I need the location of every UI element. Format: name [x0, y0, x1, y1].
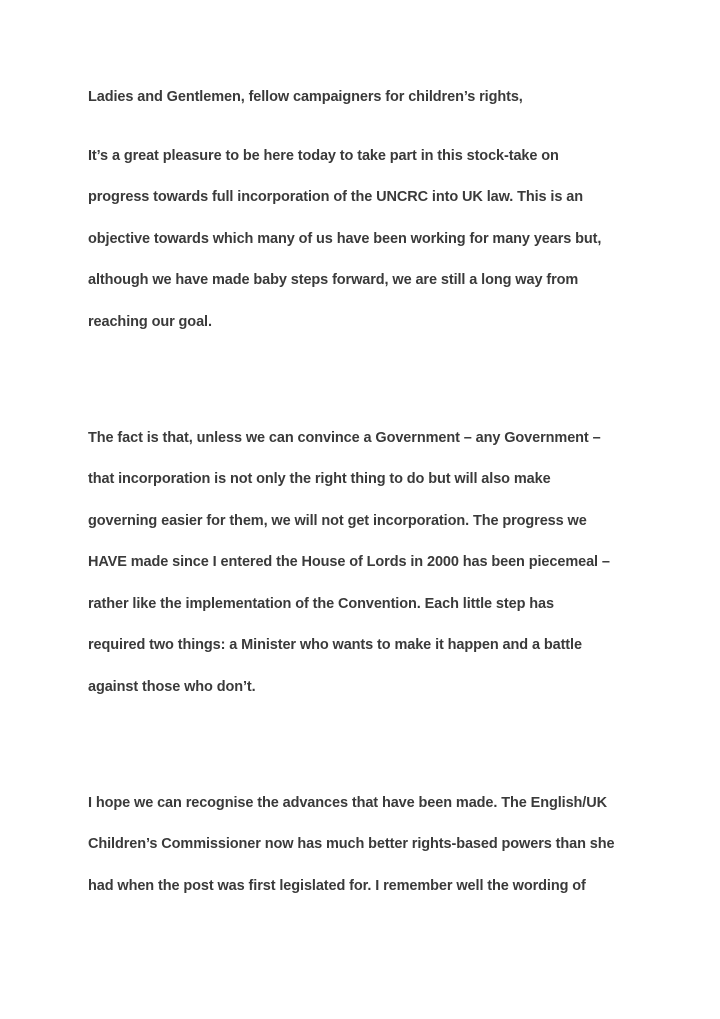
paragraph-3-line-1: I hope we can recognise the advances that have been made. The English/UK	[88, 795, 607, 811]
paragraph-3-line-2: Children’s Commissioner now has much better rights-based powers than she	[88, 836, 615, 852]
paragraph-2-line-6: required two things: a Minister who wants to make it happen and a battle	[88, 637, 582, 653]
paragraph-1-line-1: It’s a great pleasure to be here today to take part in this stock-take on	[88, 148, 559, 164]
salutation: Ladies and Gentlemen, fellow campaigners for children’s rights,	[88, 89, 523, 105]
paragraph-2-line-7: against those who don’t.	[88, 679, 256, 695]
paragraph-1-line-3: objective towards which many of us have been working for many years but,	[88, 231, 602, 247]
paragraph-2-line-4: HAVE made since I entered the House of Lords in 2000 has been piecemeal –	[88, 554, 610, 570]
paragraph-2-line-1: The fact is that, unless we can convince a Government – any Government –	[88, 430, 601, 446]
paragraph-2-line-5: rather like the implementation of the Convention. Each little step has	[88, 596, 554, 612]
paragraph-1-line-2: progress towards full incorporation of the UNCRC into UK law. This is an	[88, 189, 583, 205]
paragraph-1-line-4: although we have made baby steps forward, we are still a long way from	[88, 272, 579, 288]
paragraph-3-line-3: had when the post was first legislated for. I remember well the wording of	[88, 878, 586, 894]
paragraph-2-line-2: that incorporation is not only the right thing to do but will also make	[88, 471, 551, 487]
paragraph-2-line-3: governing easier for them, we will not get incorporation. The progress we	[88, 513, 587, 529]
paragraph-1-line-5: reaching our goal.	[88, 314, 212, 330]
